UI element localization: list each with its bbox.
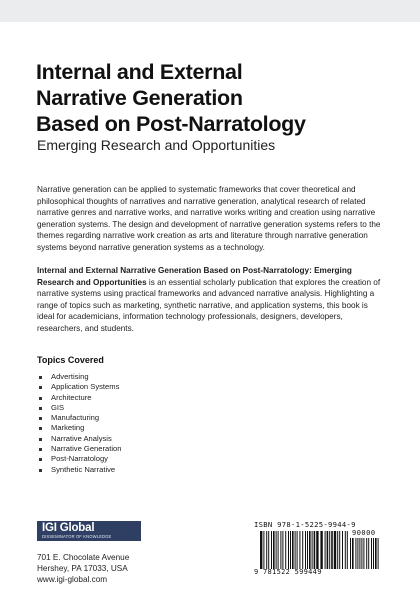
barcode-bar [312, 531, 313, 569]
paragraph-body-text: is an essential scholarly publication that explores the creation of narrative systems using practical frameworks and advanced narrative analysis. Highlighting a range of topics such as marketing, synthetic narrative, and application systems, this book is ideal for academicians, information technology professionals, designers, developers, researchers, and students. [37, 277, 381, 333]
barcode-bar [307, 531, 308, 569]
barcode-bar [371, 538, 372, 569]
barcode-bar [309, 531, 311, 569]
barcode-bar [329, 531, 330, 569]
barcode-bars [260, 531, 348, 569]
barcode-bar [285, 531, 286, 569]
barcode-bar [278, 531, 279, 569]
topic-item: Architecture [37, 393, 122, 403]
topic-item: Narrative Generation [37, 444, 122, 454]
barcode-bar [325, 531, 326, 569]
barcode-extension-digits: 90000 [352, 529, 376, 537]
barcode-bar [292, 531, 294, 569]
paragraph-bold-title: Internal and External Narrative Generation Based on Post-Narratology: Emerging Research and Opportunities [37, 266, 352, 287]
publisher-address [37, 552, 129, 585]
barcode-bar [331, 531, 333, 569]
barcode-bar [361, 538, 362, 569]
topics-heading: Topics Covered [37, 355, 104, 365]
description-paragraph-1: Narrative generation can be applied to systematic frameworks that cover theoretical and philosophical thoughts of narratives and narrative generation, analytical research of related narrative genres and narrative works, and narrative works writing and creation using narrative generation systems. The design and development of narrative generation systems refers to the themes regarding narrative work creation as arts and literature through narrative generation systems beyond narrative generation systems as a technology. [37, 185, 381, 252]
address-line: 701 E. Chocolate Avenue [37, 553, 130, 562]
topic-item: Advertising [37, 372, 122, 382]
barcode-bar [260, 531, 262, 569]
barcode-bar [290, 531, 291, 569]
topic-item: Post-Narratology [37, 454, 122, 464]
barcode-bar [359, 538, 360, 569]
barcode-bar [368, 538, 369, 569]
top-shadow-strip [0, 0, 420, 22]
publisher-logo-text: IGI Global [42, 522, 95, 534]
barcode-bar [288, 531, 289, 569]
description-paragraph-2 [37, 265, 387, 335]
book-title [36, 59, 386, 137]
barcode-bar [316, 531, 318, 569]
barcode-bar [366, 538, 367, 569]
isbn-label: ISBN 978-1-5225-9944-9 [254, 520, 356, 529]
barcode-bar [273, 531, 275, 569]
barcode-bar [282, 531, 283, 569]
barcode-bar [347, 531, 348, 569]
barcode-bar [339, 531, 340, 569]
barcode-bar [345, 531, 346, 569]
book-title-line: Internal and External [36, 60, 243, 84]
barcode-bar [334, 531, 336, 569]
topic-item: GIS [37, 403, 122, 413]
publisher-logo [37, 521, 141, 541]
book-title-line: Narrative Generation [36, 86, 243, 110]
publisher-logo-tagline: DISSEMINATOR OF KNOWLEDGE [42, 534, 112, 539]
topic-item: Synthetic Narrative [37, 465, 122, 475]
barcode-bar [276, 531, 277, 569]
barcode-bar [378, 538, 379, 569]
barcode-bar [373, 538, 374, 569]
barcode-digits: 9 781522 599449 [254, 568, 322, 576]
barcode-bar [299, 531, 300, 569]
isbn-barcode [254, 520, 384, 580]
barcode-bar [266, 531, 267, 569]
barcode-bar [350, 538, 351, 569]
topic-item: Narrative Analysis [37, 434, 122, 444]
book-subtitle: Emerging Research and Opportunities [37, 137, 276, 153]
address-line: Hershey, PA 17033, USA [37, 564, 128, 573]
barcode-bar [295, 531, 296, 569]
barcode-bar [263, 531, 264, 569]
barcode-bar [357, 538, 358, 569]
barcode-bar [280, 531, 281, 569]
barcode-bar [302, 531, 303, 569]
barcode-bar [327, 531, 329, 569]
barcode-bar [355, 538, 356, 569]
barcode-bar [320, 531, 322, 569]
publisher-website: www.igi-global.com [37, 575, 108, 584]
topic-item: Marketing [37, 423, 122, 433]
barcode-bar [342, 531, 343, 569]
topic-item: Manufacturing [37, 413, 122, 423]
barcode-bar [271, 531, 272, 569]
barcode-bar [305, 531, 306, 569]
topic-item: Application Systems [37, 382, 122, 392]
barcode-extension-bars [350, 538, 380, 569]
barcode-bar [363, 538, 364, 569]
barcode-bar [314, 531, 316, 569]
barcode-bar [352, 538, 354, 569]
topics-list [37, 372, 122, 475]
barcode-bar [375, 538, 377, 569]
barcode-bar [297, 531, 298, 569]
barcode-bar [268, 531, 269, 569]
barcode-bar [337, 531, 338, 569]
book-title-line: Based on Post-Narratology [36, 112, 306, 136]
